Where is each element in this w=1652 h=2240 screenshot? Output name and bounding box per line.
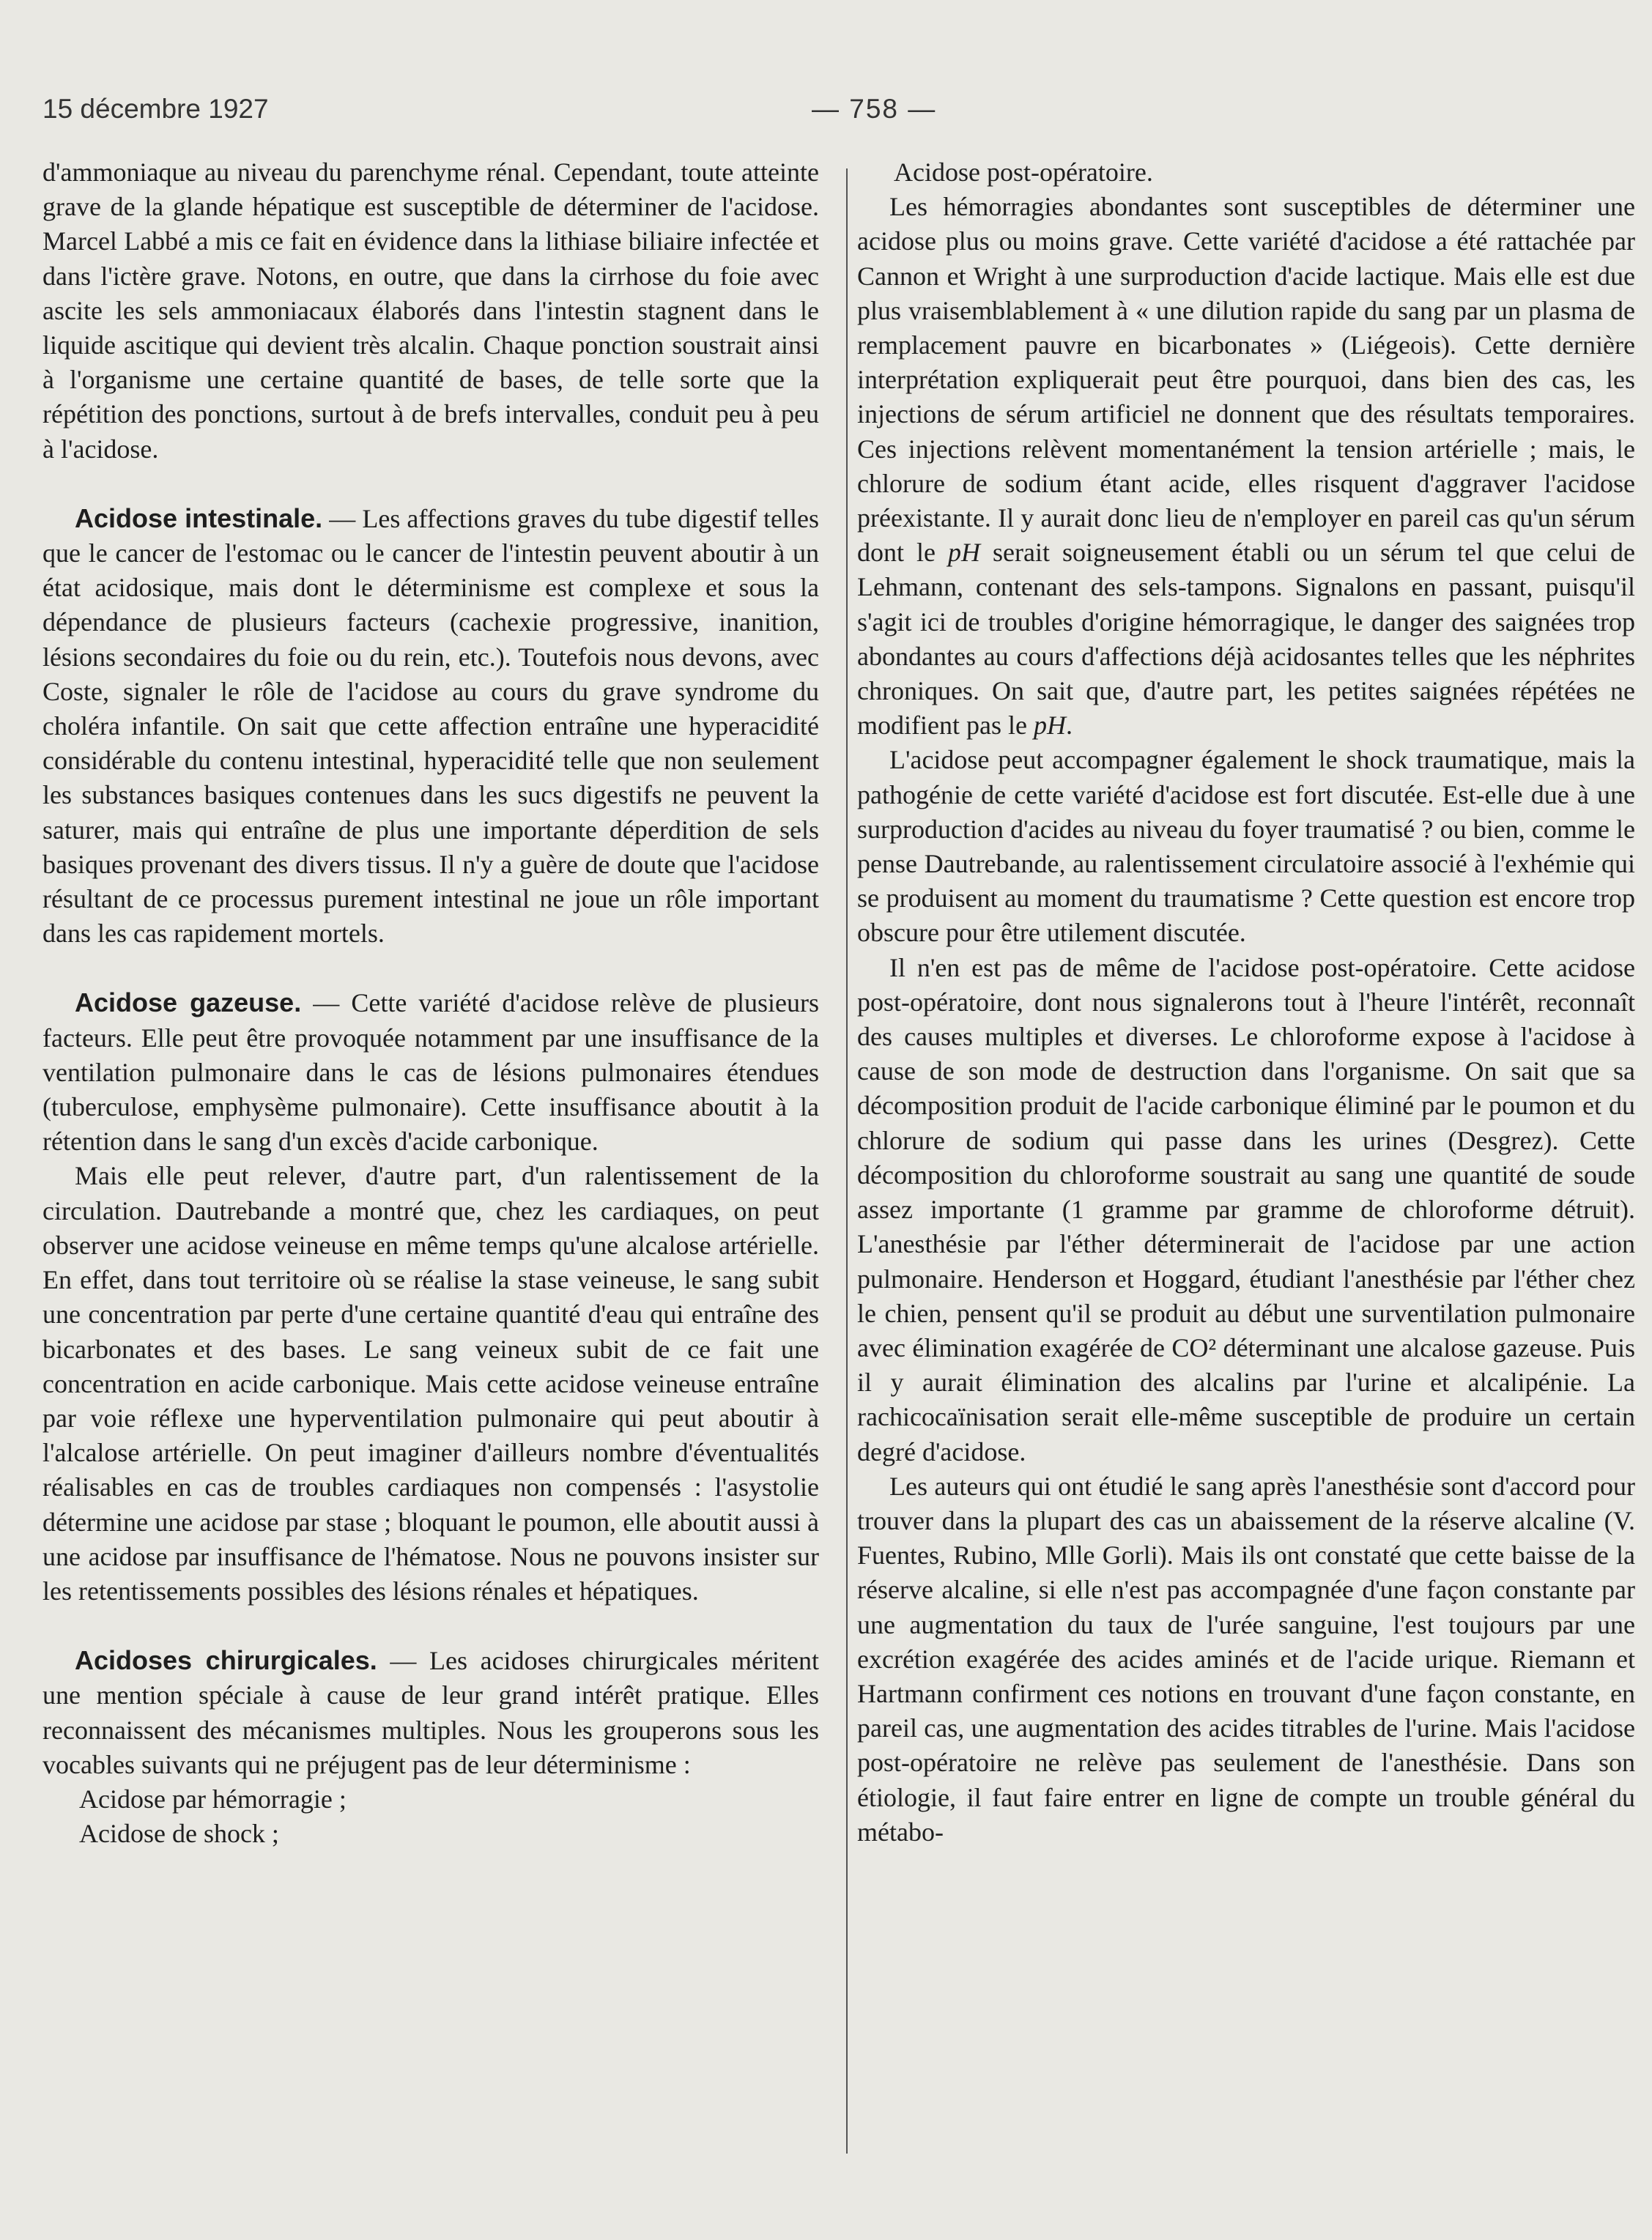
right-column (857, 155, 1635, 1850)
page-header (42, 94, 1623, 138)
section-heading: Acidose gazeuse. (75, 987, 302, 1018)
paragraph: Mais elle peut relever, d'autre part, d'un ralentissement de la circulation. Dautrebande a montré que, chez les cardiaques, on peut observer une acidose veineuse en même temps qu'une alcalose artérielle. En effet, dans tout territoire où se réalise la stase veineuse, le sang subit une concentration par perte d'une certaine quantité d'eau qui entraîne des bicarbonates et des bases. Le sang veineux subit de ce fait une concentration en acide carbonique. Mais cette acidose veineuse entraîne par voie réflexe une hyperventilation pulmonaire qui peut aboutir à l'alcalose artérielle. On peut imaginer d'ailleurs nombre d'éventualités réalisables en cas de troubles cardiaques non compensés : l'asystolie détermine une acidose par stase ; bloquant le poumon, elle aboutit aussi à une acidose par insuffisance de l'hématose. Nous ne pouvons insister sur les retentissements possibles des lésions rénales et hépatiques. (42, 1161, 819, 1606)
ph-term: pH (948, 538, 981, 568)
ph-term: pH (1033, 711, 1066, 741)
page-number: — 758 — (812, 94, 937, 124)
list-item: Acidose post-opératoire. (894, 157, 1153, 187)
section-gazeuse (42, 985, 819, 1159)
paragraph: Il n'en est pas de même de l'acidose post-opératoire. Cette acidose post-opératoire, dont nous signalerons tout à l'heure l'intérêt, reconnaît des causes multiples et diverses. Le chloroforme expose à l'acidose à cause de son mode de destruction dans l'organisme. On sait que sa décomposition produit de l'acide carbonique éliminé par le poumon et du chlorure de sodium qui passe dans les urines (Desgrez). Cette décomposition du chloroforme soustrait au sang une quantité de soude assez importante (1 gramme par gramme de chloroforme détruit). L'anesthésie par l'éther déterminerait de l'acidose par une action pulmonaire. Henderson et Hoggard, étudiant l'anesthésie par l'éther chez le chien, pensent qu'il se produit au début une surventilation pulmonaire avec élimination exagérée de CO² déterminant une alcalose gazeuse. Puis il y aurait élimination des alcalins par l'urine et alcalipénie. La rachicocaïnisation serait elle-même susceptible de produire un certain degré d'acidose. (857, 952, 1635, 1466)
column-divider (846, 168, 848, 2154)
paragraph-text: — Cette variété d'acidose relève de plusieurs facteurs. Elle peut être provoquée notamment par une insuffisance de la ventilation pulmonaire dans le cas de lésions pulmonaires étendues (tuberculose, emphysème pulmonaire). Cette insuffisance aboutit à la rétention dans le sang d'un excès d'acide carbonique. (42, 988, 819, 1157)
section-heading: Acidose intestinale. (75, 502, 323, 533)
acidose-list (42, 1782, 819, 1851)
section-heading: Acidoses chirurgicales. (75, 1645, 377, 1676)
paragraph-text: — Les acidoses chirurgicales méritent une mention spéciale à cause de leur grand intérêt pratique. Elles reconnaissent des mécanismes multiples. Nous les grouperons sous les vocables suivants qui ne préjugent pas de leur déterminisme : (42, 1646, 819, 1779)
list-item: Acidose de shock ; (79, 1819, 279, 1849)
paragraph: L'acidose peut accompagner également le shock traumatique, mais la pathogénie de cette variété d'acidose est fort discutée. Est-elle due à une surproduction d'acides au niveau du foyer traumatisé ? ou bien, comme le pense Dautrebande, au ralentissement circulatoire associé à l'exhémie qui se produisent au moment du traumatisme ? Cette question est encore trop obscure pour être utilement discutée. (857, 745, 1635, 948)
paragraph-text: serait soigneusement établi ou un sérum tel que celui de Lehmann, contenant des sels-tampons. Signalons en passant, puisqu'il s'agit ici de troubles d'origine hémorragique, le danger des saignées trop abondantes au cours d'affections déjà acidosantes telles que les néphrites chroniques. On sait que, d'autre part, les petites saignées répétées ne modifient pas le (857, 538, 1636, 741)
paragraph-text: Les hémorragies abondantes sont susceptibles de déterminer une acidose plus ou moins grave. Cette variété d'acidose a été rattachée par Cannon et Wright à une surproduction d'acide lactique. Mais elle est due plus vraisemblablement à « une dilution rapide du sang par un plasma de remplacement pauvre en bicarbonates » (Liégeois). Cette dernière interprétation expliquerait peut être pourquoi, dans bien des cas, les injections de sérum artificiel ne donnent que des résultats temporaires. Ces injections relèvent momentanément la tension artérielle ; mais, le chlorure de sodium étant acide, elles risquent d'aggraver l'acidose préexistante. Il y aurait donc lieu de n'employer en pareil cas qu'un sérum dont le (857, 192, 1635, 568)
left-column (42, 155, 819, 1851)
paragraph-text: — Les affections graves du tube digestif telles que le cancer de l'estomac ou le cancer de l'intestin peuvent aboutir à un état acidosique, mais dont le déterminisme est complexe et sous la dépendance de plusieurs facteurs (cachexie progressive, inanition, lésions secondaires du foie ou du rein, etc.). Toutefois nous devons, avec Coste, signaler le rôle de l'acidose au cours du grave syndrome du choléra infantile. On sait que cette affection entraîne une hyperacidité considérable du contenu intestinal, hyperacidité telle que non seulement les substances basiques contenues dans les sucs digestifs ne peuvent la saturer, mais qui entraîne de plus une importante déperdition de sels basiques provenant des divers tissus. Il n'y a guère de doute que l'acidose résultant de ce processus purement intestinal ne joue un rôle important dans les cas rapidement mortels. (42, 503, 819, 949)
acidose-list-continued (857, 155, 1635, 190)
list-item: Acidose par hémorragie ; (79, 1784, 347, 1814)
paragraph: d'ammoniaque au niveau du parenchyme rénal. Cependant, toute atteinte grave de la glande hépatique est susceptible de déterminer de l'acidose. Marcel Labbé a mis ce fait en évidence dans la lithiase biliaire infectée et dans l'ictère grave. Notons, en outre, que dans la cirrhose du foie avec ascite les sels ammoniacaux élaborés dans l'intestin stagnent dans le liquide ascitique qui devient très alcalin. Chaque ponction soustrait ainsi à l'organisme une certaine quantité de bases, de telle sorte que la répétition des ponctions, surtout à de brefs intervalles, conduit peu à peu à l'acidose. (42, 157, 819, 464)
paragraph: Les auteurs qui ont étudié le sang après l'anesthésie sont d'accord pour trouver dans la plupart des cas un abaissement de la réserve alcaline (V. Fuentes, Rubino, Mlle Gorli). Mais ils ont constaté que cette baisse de la réserve alcaline, si elle n'est pas accompagnée d'une façon constante par une augmentation du taux de l'urée sanguine, l'est toujours par une excrétion exagérée des acides aminés et de l'acide urique. Riemann et Hartmann confirment ces notions en trouvant d'une façon constante, en pareil cas, une augmentation des acides titrables de l'urine. Mais l'acidose post-opératoire ne relève pas seulement de l'anesthésie. Dans son étiologie, il faut faire entrer en ligne de compte un trouble général du métabo- (857, 1471, 1635, 1847)
paragraph (857, 190, 1635, 743)
header-date: 15 décembre 1927 (42, 94, 269, 124)
section-chirurgicales (42, 1643, 819, 1782)
paragraph-text: . (1065, 711, 1073, 741)
section-intestinale (42, 501, 819, 952)
